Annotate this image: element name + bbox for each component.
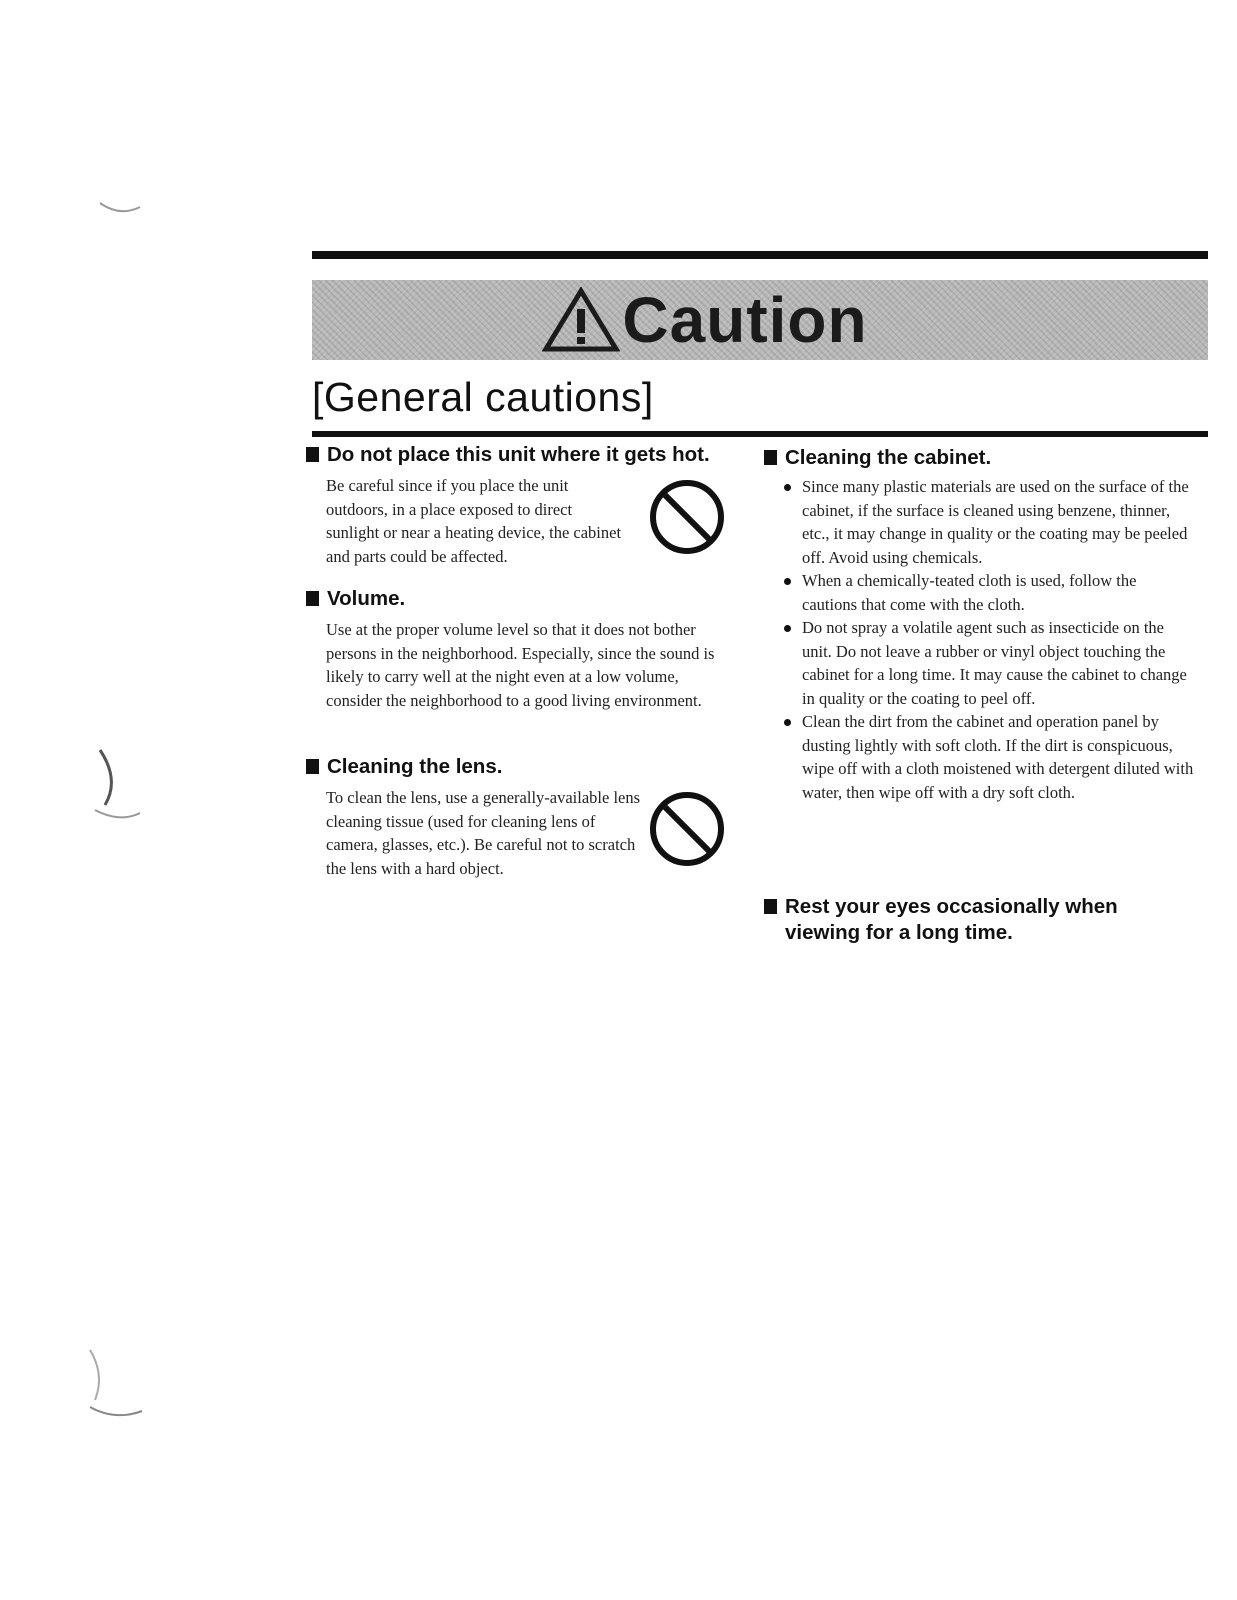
- square-bullet-icon: [306, 591, 319, 606]
- bullet-dot-icon: [784, 719, 791, 726]
- warning-triangle-icon: [542, 287, 620, 353]
- section-rest-eyes: [764, 894, 1164, 946]
- section-body: Use at the proper volume level so that it does not bother persons in the neighborhood. Especially, since the sound is likely to carry well at the night even at a low volume, consider the neighborhood to a good living environment.: [326, 620, 715, 710]
- square-bullet-icon: [306, 759, 319, 774]
- page-title: [General cautions]: [312, 374, 654, 420]
- section-heading: Rest your eyes occasionally when viewing for a long time.: [785, 895, 1118, 944]
- square-bullet-icon: [764, 899, 777, 914]
- section-volume: [306, 586, 726, 712]
- bullet-dot-icon: [784, 578, 791, 585]
- list-item: Do not spray a volatile agent such as insecticide on the unit. Do not leave a rubber or vinyl object touching the cabinet for a long time. It may cause the cabinet to change in quality or the coating to peel off.: [764, 616, 1194, 710]
- section-heading: Do not place this unit where it gets hot.: [327, 443, 710, 466]
- caution-banner: [312, 280, 1208, 360]
- bullet-dot-icon: [784, 625, 791, 632]
- title-rule: [312, 431, 1208, 437]
- prohibited-icon: [648, 790, 726, 868]
- list-item: When a chemically-teated cloth is used, follow the cautions that come with the cloth.: [764, 569, 1194, 616]
- bullet-dot-icon: [784, 484, 791, 491]
- list-item: Since many plastic materials are used on the surface of the cabinet, if the surface is cleaned using benzene, thinner, etc., it may change in quality or the coating may be peeled off. Avoid using chemicals.: [764, 475, 1194, 569]
- top-rule: [312, 251, 1208, 259]
- scan-mark: [95, 195, 145, 220]
- section-heading: Cleaning the lens.: [327, 755, 503, 778]
- cabinet-bullet-list: [764, 475, 1194, 804]
- scan-mark: [80, 1345, 150, 1425]
- section-heading: Volume.: [327, 587, 406, 610]
- section-cabinet: [764, 445, 1194, 804]
- square-bullet-icon: [764, 450, 777, 465]
- prohibited-icon: [648, 478, 726, 556]
- list-item: Clean the dirt from the cabinet and operation panel by dusting lightly with soft cloth. If the dirt is conspicuous, wipe off with a cloth moistened with detergent diluted with water, then wipe off with a dry soft cloth.: [764, 710, 1194, 804]
- scan-mark: [75, 745, 145, 825]
- section-heading: Cleaning the cabinet.: [785, 446, 992, 469]
- section-body: To clean the lens, use a generally-available lens cleaning tissue (used for cleaning lens of camera, glasses, etc.). Be careful not to scratch the lens with a hard object.: [326, 788, 641, 878]
- section-body: Be careful since if you place the unit outdoors, in a place exposed to direct sunlight or near a heating device, the cabinet and parts could be affected.: [326, 476, 622, 566]
- banner-title: Caution: [622, 284, 868, 356]
- square-bullet-icon: [306, 447, 319, 462]
